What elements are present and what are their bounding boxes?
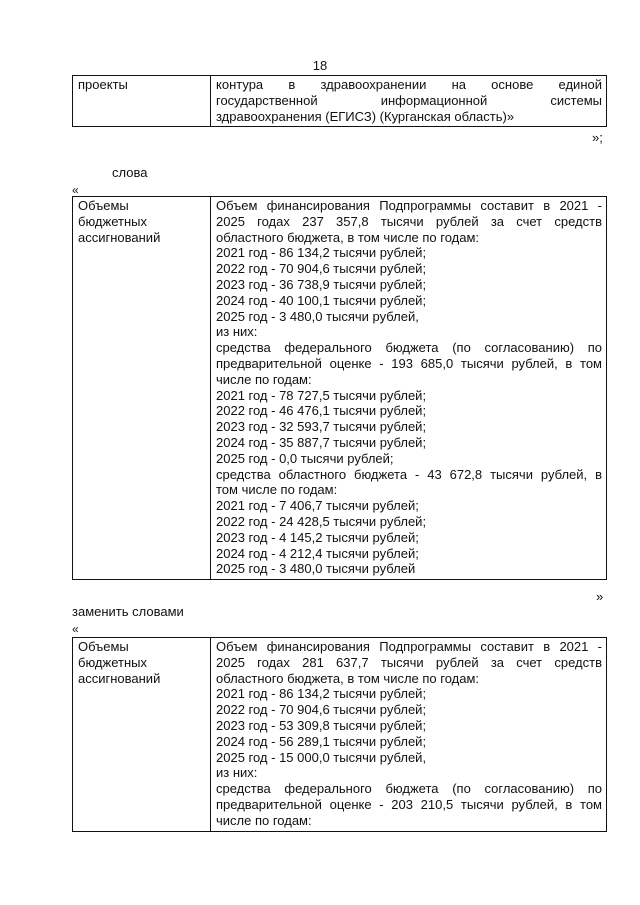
text-line: 2021 год - 86 134,2 тысячи рублей; — [216, 245, 427, 261]
top-table-right-cell — [211, 76, 607, 127]
text-line: 2024 год - 56 289,1 тысячи рублей; — [216, 733, 427, 749]
text-line: 2025 год - 15 000,0 тысячи рублей, — [216, 749, 427, 765]
label-words: слова — [112, 165, 148, 180]
budget-table-old — [72, 196, 607, 580]
text-line: 2024 год - 40 100,1 тысячи рублей; — [216, 292, 427, 308]
text-line: 2023 год - 4 145,2 тысячи рублей; — [216, 529, 419, 545]
budget-table-old-left-cell — [73, 197, 211, 580]
top-table-left-cell: проекты — [73, 76, 211, 127]
text-line: 2024 год - 35 887,7 тысячи рублей; — [216, 434, 427, 450]
text-line: областного бюджета, в том числе по годам: — [216, 229, 480, 245]
left-line: Объемы — [78, 639, 129, 654]
text-line: 2023 год - 36 738,9 тысячи рублей; — [216, 276, 427, 292]
open-quote-1: « — [72, 183, 79, 197]
budget-table-new-left-cell — [73, 638, 211, 832]
text-line: предварительной оценке - 193 685,0 тысячи рублей, в том — [216, 355, 602, 371]
left-line: бюджетных — [78, 654, 147, 670]
top-table-line: контура в здравоохранении на основе единой — [216, 77, 602, 92]
text-line: 2025 год - 0,0 тысячи рублей; — [216, 450, 394, 466]
budget-table-new — [72, 637, 607, 832]
text-line: средства федерального бюджета (по согласованию) по — [216, 340, 602, 356]
text-line: Объем финансирования Подпрограммы составит в 2021 - — [216, 639, 602, 654]
text-line: 2021 год - 86 134,2 тысячи рублей; — [216, 686, 427, 702]
text-line: числе по годам: — [216, 371, 312, 387]
text-line: 2021 год - 78 727,5 тысячи рублей; — [216, 387, 427, 403]
text-line: 2023 год - 32 593,7 тысячи рублей; — [216, 419, 427, 435]
left-line: Объемы — [78, 198, 129, 213]
budget-table-old-right-cell — [211, 197, 607, 580]
text-line: 2023 год - 53 309,8 тысячи рублей; — [216, 717, 427, 733]
text-line: 2022 год - 70 904,6 тысячи рублей; — [216, 702, 427, 718]
text-line: 2021 год - 7 406,7 тысячи рублей; — [216, 498, 419, 514]
page-number: 18 — [312, 58, 328, 73]
close-quote-1: »; — [592, 130, 603, 145]
budget-table-new-right-cell — [211, 638, 607, 832]
text-line: средства федерального бюджета (по согласованию) по — [216, 781, 602, 797]
left-line: ассигнований — [78, 670, 161, 686]
close-quote-2: » — [596, 589, 604, 604]
left-line: ассигнований — [78, 229, 161, 245]
text-line: из них: — [216, 765, 258, 781]
open-quote-2: « — [72, 622, 79, 636]
text-line: том числе по годам: — [216, 482, 338, 498]
top-table-line: здравоохранения (ЕГИСЗ) (Курганская область)» — [216, 108, 515, 124]
text-line: областного бюджета, в том числе по годам: — [216, 670, 480, 686]
text-line: 2025 годах 281 637,7 тысячи рублей за счет средств — [216, 654, 602, 670]
text-line: 2024 год - 4 212,4 тысячи рублей; — [216, 545, 419, 561]
text-line: 2022 год - 46 476,1 тысячи рублей; — [216, 403, 427, 419]
text-line: 2022 год - 24 428,5 тысячи рублей; — [216, 513, 427, 529]
text-line: 2025 год - 3 480,0 тысячи рублей — [216, 561, 416, 577]
label-replace: заменить словами — [72, 604, 184, 619]
text-line: 2025 годах 237 357,8 тысячи рублей за счет средств — [216, 213, 602, 229]
text-line: числе по годам: — [216, 812, 312, 828]
left-line: бюджетных — [78, 213, 147, 229]
text-line: средства областного бюджета - 43 672,8 тысячи рублей, в — [216, 466, 602, 482]
text-line: предварительной оценке - 203 210,5 тысячи рублей, в том — [216, 796, 602, 812]
text-line: Объем финансирования Подпрограммы составит в 2021 - — [216, 198, 602, 213]
top-table — [72, 75, 607, 127]
top-table-line: государственной информационной системы — [216, 92, 602, 108]
text-line: из них: — [216, 324, 258, 340]
text-line: 2025 год - 3 480,0 тысячи рублей, — [216, 308, 419, 324]
text-line: 2022 год - 70 904,6 тысячи рублей; — [216, 261, 427, 277]
